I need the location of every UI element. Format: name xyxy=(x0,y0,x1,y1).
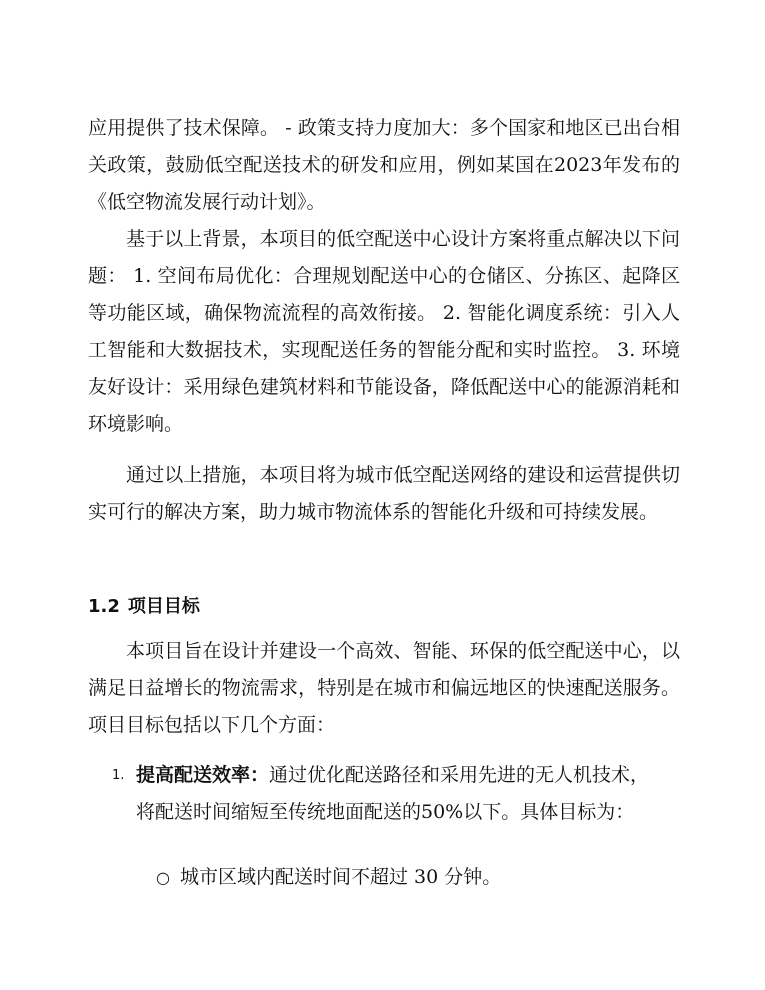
section-number: 1.2 xyxy=(88,596,120,617)
paragraph-problems: 基于以上背景，本项目的低空配送中心设计方案将重点解决以下问题： 1. 空间布局优化：合理规划配送中心的仓储区、分拣区、起降区等功能区域，确保物流流程的高效衔接。 2. 智能化调度系统：引入人工智能和大数据技术，实现配送任务的智能分配和实时监控。 3. 环境友好设计：采用绿色建筑材料和节能设备，降低配送中心的能源消耗和环境影响。 xyxy=(88,228,680,435)
sub-list-item xyxy=(156,859,656,896)
list-item-body xyxy=(136,757,652,831)
paragraph-measures: 通过以上措施，本项目将为城市低空配送网络的建设和运营提供切实可行的解决方案，助力城市物流体系的智能化升级和可持续发展。 xyxy=(88,464,680,523)
list-item-colon: ： xyxy=(250,764,270,786)
list-item-text: 通过优化配送路径和采用先进的无人机技术，将配送时间缩短至传统地面配送的50%以下。具体目标为： xyxy=(136,764,650,823)
sub-list-item-text: 城市区域内配送时间不超过 30 分钟。 xyxy=(180,866,502,888)
section-heading xyxy=(88,594,200,620)
list-item-bold-label: 提高配送效率 xyxy=(136,764,251,786)
list-item xyxy=(112,757,652,831)
paragraph-project-goal: 本项目旨在设计并建设一个高效、智能、环保的低空配送中心，以满足日益增长的物流需求，特别是在城市和偏远地区的快速配送服务。项目目标包括以下几个方面： xyxy=(88,640,680,736)
paragraph-policy-support: 应用提供了技术保障。 - 政策支持力度加大：多个国家和地区已出台相关政策，鼓励低空配送技术的研发和应用，例如某国在2023年发布的《低空物流发展行动计划》。 xyxy=(88,117,680,213)
list-marker: 1. xyxy=(112,768,125,783)
circle-bullet-icon: ○ xyxy=(156,868,170,887)
section-title: 项目目标 xyxy=(127,596,200,617)
